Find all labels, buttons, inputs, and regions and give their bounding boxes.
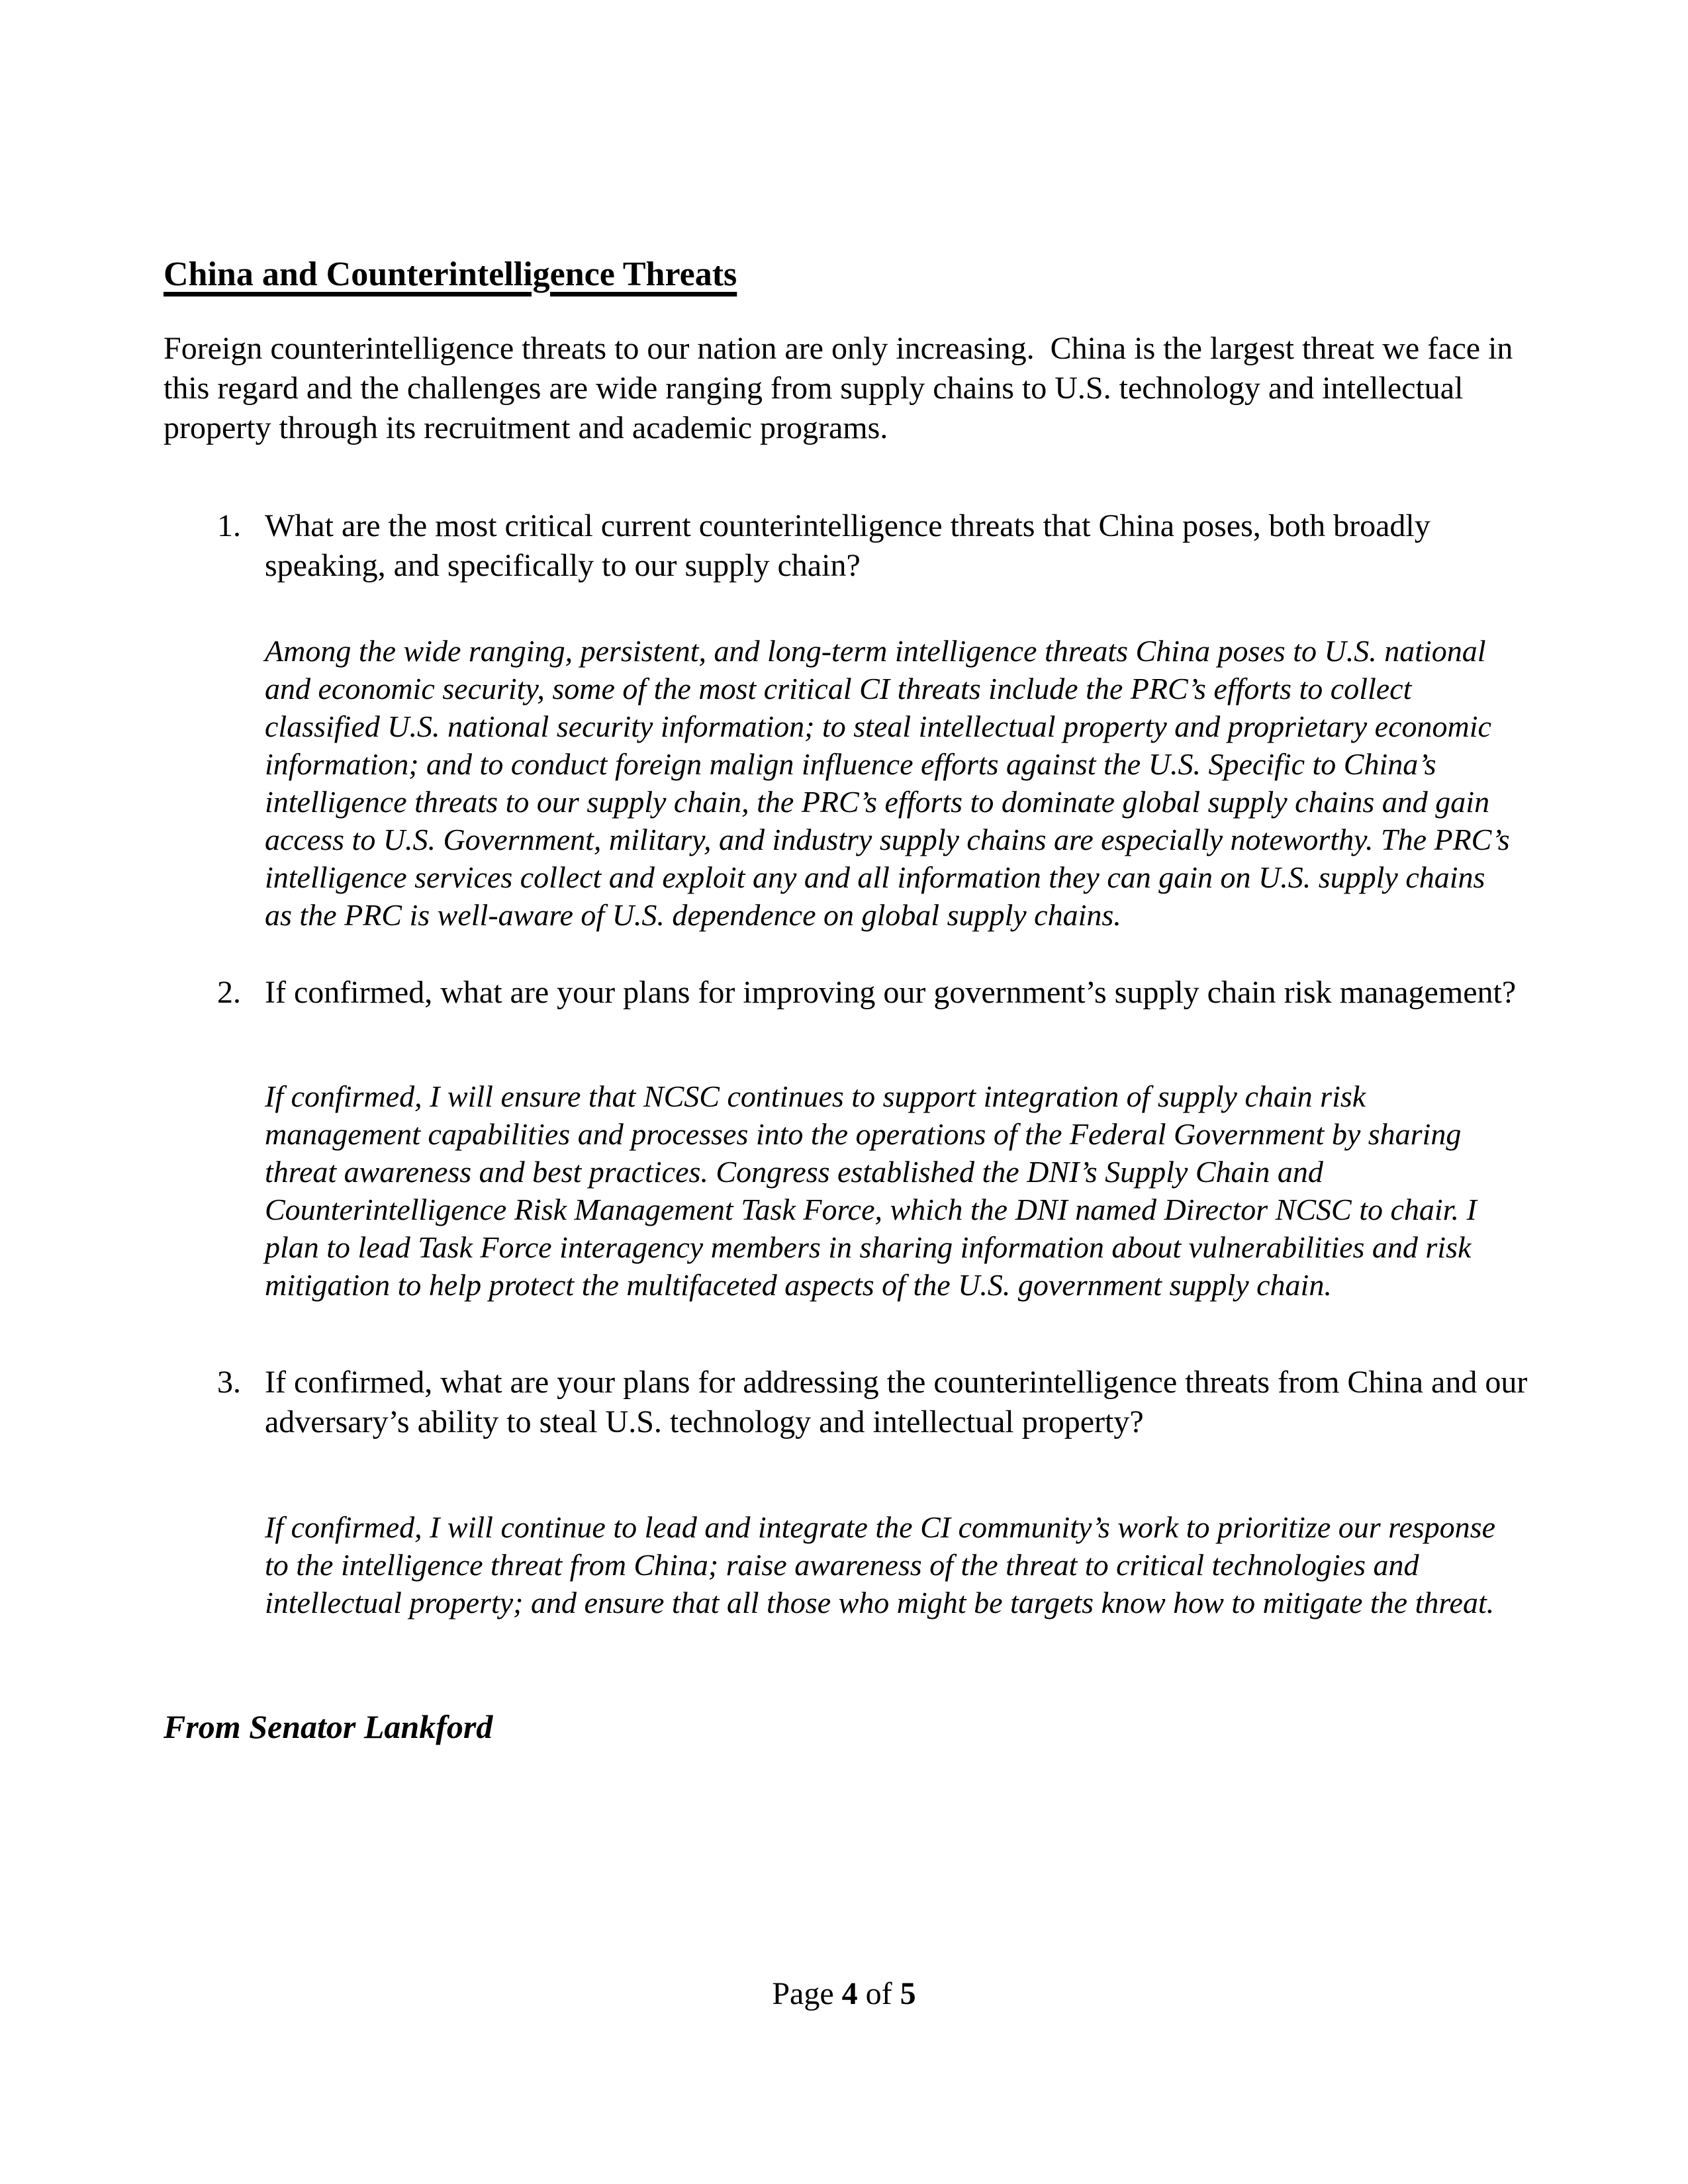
page-footer — [0, 1976, 1688, 2013]
intro-paragraph: Foreign counterintelligence threats to our nation are only increasing. China is the largest threat we face in this regard and the challenges are wide ranging from supply chains to U.S. technology and intellectual property through its recruitment and academic programs. — [164, 331, 1513, 445]
answer-text-2: If confirmed, I will ensure that NCSC continues to support integration of supply chain risk management capabilities and processes into the operations of the Federal Government by sharing threat awareness and best practices. Congress established the DNI’s Supply Chain and Counterintelligence Risk Management Task Force, which the DNI named Director NCSC to chair. I plan to lead Task Force interagency members in sharing information about vulnerabilities and risk mitigation to help protect the multifaceted aspects of the U.S. government supply chain. — [265, 1079, 1477, 1302]
footer-page-number: 4 — [841, 1976, 858, 2011]
question-text: What are the most critical current counterintelligence threats that China poses, both broadly speaking, and specifically to our supply chain? — [265, 508, 1430, 583]
document-title: China and Counterintelligence Threats — [164, 255, 737, 293]
answer-text-3: If confirmed, I will continue to lead and integrate the CI community’s work to prioritize our response to the intelligence threat from China; raise awareness of the threat to critical technologies and intellectual property; and ensure that all those who might be targets know how to mitigate the threat. — [265, 1510, 1495, 1619]
question-item-2 — [217, 973, 1530, 1013]
footer-of-label: of — [857, 1976, 900, 2011]
document-content — [164, 0, 1530, 1747]
question-number: 2. — [217, 975, 241, 1010]
question-text: If confirmed, what are your plans for addressing the counterintelligence threats from China and our adversary’s ability to steal U.S. technology and intellectual property? — [265, 1365, 1528, 1439]
answer-text-1: Among the wide ranging, persistent, and long-term intelligence threats China poses to U.S. national and economic security, some of the most critical CI threats include the PRC’s efforts to collect classified U.S. national security information; to steal intellectual property and proprietary economic information; and to conduct foreign malign influence efforts against the U.S. Specific to China’s intelligence threats to our supply chain, the PRC’s efforts to dominate global supply chains and gain access to U.S. Government, military, and industry supply chains are especially noteworthy. The PRC’s intelligence services collect and exploit any and all information they can gain on U.S. supply chains as the PRC is well-aware of U.S. dependence on global supply chains. — [265, 634, 1510, 932]
question-text: If confirmed, what are your plans for improving our government’s supply chain risk management? — [265, 975, 1517, 1010]
footer-page-label: Page — [772, 1976, 842, 2011]
question-item-1 — [217, 506, 1530, 586]
question-number: 3. — [217, 1365, 241, 1400]
footer-total-pages: 5 — [900, 1976, 916, 2011]
question-number: 1. — [217, 508, 241, 543]
question-item-3 — [217, 1363, 1530, 1442]
closing-line: From Senator Lankford — [164, 1708, 493, 1745]
